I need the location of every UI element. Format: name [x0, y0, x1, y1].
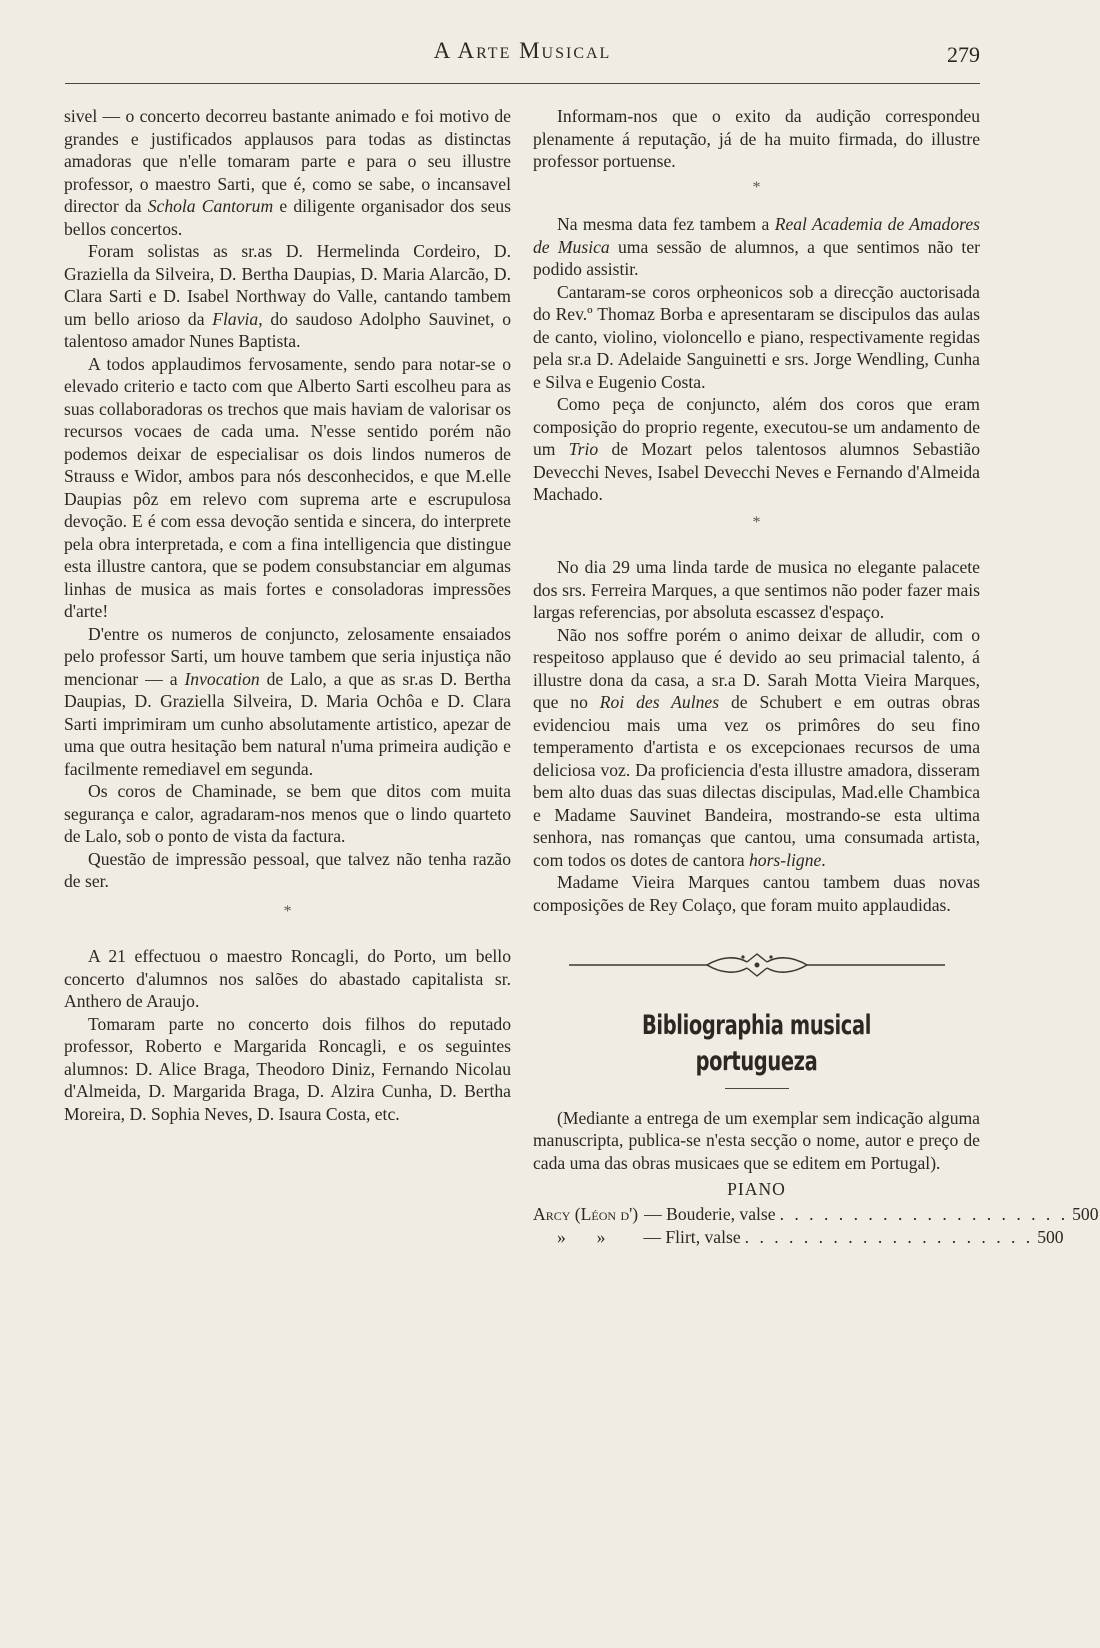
paragraph: A todos applaudimos fervosamente, sendo para notar-se o elevado criterio e tacto com que Alberto Sarti escolheu para as suas collaboradoras os trechos que mais haviam de valorisar os recursos vocaes de cada uma. N'esse sentido porém não podemos deixar de especialisar os dois lindos numeros de Strauss e Widor, ambos para nós desconhecidos, e que M.elle Daupias pôz em relevo com suprema arte e escrupulosa devoção. E é com essa devoção sentida e sincera, do interprete pela obra interpretada, e com a fina intelligencia que distingue esta illustre cantora, que se podem consubstanciar em algumas linhas de musica as mais fortes e consoladoras impressões d'arte!	[64, 353, 511, 621]
paragraph: (Mediante a entrega de um exemplar sem indicação alguma manuscripta, publica-se n'esta secção o nome, autor e preço de cada uma das obras musicaes que se editem em Portugal).	[533, 1107, 980, 1173]
paragraph: Na mesma data fez tambem a Real Academia de Amadores de Musica uma sessão de alumnos, a que sentimos não ter podido assistir.	[533, 214, 980, 279]
paragraph: sivel — o concerto decorreu bastante animado e foi motivo de grandes e justificados applausos para todas as distinctas amadoras que n'elle tomaram parte e para o seu illustre professor, o maestro Sarti, que é, como se sabe, o incansavel director da Schola Cantorum e diligente organisador dos seus bellos concertos.	[64, 106, 512, 239]
paragraph: Foram solistas as sr.as D. Hermelinda Cordeiro, D. Graziella da Silveira, D. Bertha Daupias, D. Maria Alarcão, D. Clara Sarti e D. Isabel Northway do Valle, cantando tambem um bello arioso da Flavia, do saudoso Adolpho Sauvinet, o talentoso amador Nunes Baptista.	[64, 241, 512, 351]
catalog-entry	[533, 1226, 1064, 1249]
ornament-divider	[533, 948, 980, 988]
leader-dots: . . . . . . . . . . . . . . . . . . . .	[744, 1226, 1034, 1247]
paragraph: Como peça de conjuncto, além dos coros que eram composição do proprio regente, executou-se um andamento de um Trio de Mozart pelos talentosos alumnos Sebastião Devecchi Neves, Isabel Devecchi Neves e Fernando d'Almeida Machado.	[533, 394, 980, 504]
paragraph: Madame Vieira Marques cantou tambem duas novas composições de Rey Colaço, que foram muito applaudidas.	[533, 872, 980, 915]
flourish-ornament-icon	[567, 948, 947, 982]
paragraph: Não nos soffre porém o animo deixar de alludir, com o respeitoso applauso que é devido ao seu primacial talento, á illustre dona da casa, a sr.a D. Sarah Motta Vieira Marques, que no Roi des Aulnes de Schubert e em outras obras evidenciou mais uma vez os primôres do seu fino temperamento d'artista e os excepcionaes recursos de uma deliciosa voz. Da proficiencia d'esta illustre amadora, disseram bem alto duas das suas dilectas discipulas, Mad.elle Chambica e Madame Sauvinet Bandeira, mostrando-se esta ultima senhora, nas romanças que cantou, uma consumada artista, com todos os dotes de cantora hors-ligne.	[533, 624, 980, 870]
entry-author: Arcy (Léon d')	[533, 1203, 639, 1224]
paragraph: Os coros de Chaminade, se bem que ditos com muita segurança e calor, agradaram-nos menos que o lindo quarteto de Lalo, sob o ponto de vista da factura.	[64, 781, 511, 846]
left-column	[64, 105, 511, 1125]
title-rule	[725, 1088, 789, 1089]
running-title: A Arte Musical	[433, 38, 612, 63]
category-heading: PIANO	[727, 1179, 786, 1199]
paragraph: Informam-nos que o exito da audição correspondeu plenamente á reputação, já de ha muito firmada, do illustre professor portuense.	[533, 106, 980, 171]
entry-title: — Flirt, valse	[643, 1226, 741, 1247]
asterisk-separator: *	[283, 902, 292, 920]
right-column	[533, 105, 1099, 1249]
entry-author: » »	[557, 1226, 606, 1247]
asterisk-separator: *	[752, 178, 761, 196]
page-number: 279	[947, 42, 980, 67]
asterisk-separator: *	[752, 513, 761, 531]
section-title: Bibliographia musical portugueza	[641, 1009, 872, 1077]
entry-price: 500	[1072, 1203, 1099, 1224]
leader-dots: . . . . . . . . . . . . . . . . . . . .	[779, 1203, 1069, 1224]
catalog-entry	[533, 1203, 1099, 1226]
paragraph: Cantaram-se coros orpheonicos sob a direcção auctorisada do Rev.º Thomaz Borba e apresentaram se discipulos das aulas de canto, violino, violoncello e piano, respectivamente regidas pela sr.a D. Adelaide Sanguinetti e srs. Jorge Wendling, Cunha e Silva e Eugenio Costa.	[533, 281, 980, 392]
page-header	[65, 38, 980, 86]
paragraph: A 21 effectuou o maestro Roncagli, do Porto, um bello concerto d'alumnos nos salões do abastado capitalista sr. Anthero de Araujo.	[64, 946, 511, 1011]
paragraph: Questão de impressão pessoal, que talvez não tenha razão de ser.	[64, 848, 511, 891]
header-rule	[65, 83, 980, 84]
paragraph: No dia 29 uma linda tarde de musica no elegante palacete dos srs. Ferreira Marques, a que sentimos não poder fazer mais largas referencias, por absoluta escassez d'espaço.	[533, 557, 980, 622]
entry-title: — Bouderie, valse	[644, 1203, 776, 1224]
paragraph: Tomaram parte no concerto dois filhos do reputado professor, Roberto e Margarida Roncagli, e os seguintes alumnos: D. Alice Braga, Theodoro Diniz, Fernando Nicolau d'Almeida, D. Margarida Braga, D. Alzira Cunha, D. Bertha Moreira, D. Sophia Neves, D. Isaura Costa, etc.	[64, 1013, 511, 1124]
entry-price: 500	[1037, 1226, 1064, 1247]
paragraph: D'entre os numeros de conjuncto, zelosamente ensaiados pelo professor Sarti, um houve tambem que seria injustiça não mencionar — a Invocation de Lalo, a que as sr.as D. Bertha Daupias, D. Graziella Silveira, D. Maria Ochôa e D. Clara Sarti imprimiram um cunho absolutamente artistico, apezar de uma que outra hesitação bem natural n'uma primeira audição e facilmente remediavel em segunda.	[64, 623, 511, 779]
